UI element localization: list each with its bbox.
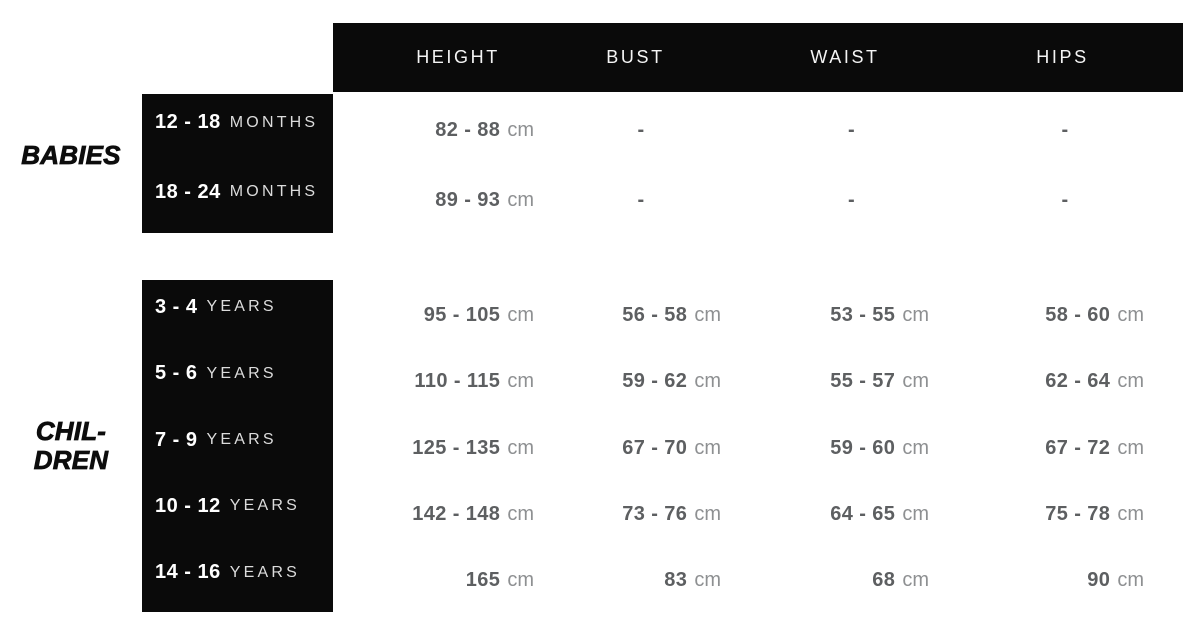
cell-value: 83 [664,569,688,592]
size-range: 10 - 12 [155,494,221,517]
cell-height [333,415,545,481]
cell-unit: cm [694,370,721,393]
cell-value: - [1061,188,1069,211]
size-unit: YEARS [206,298,277,316]
category-label-children [0,280,142,612]
cell-waist [758,481,970,547]
cell-value: - [637,119,645,142]
table-row [333,479,1183,545]
children-data [333,280,1183,612]
table-row [333,280,1183,346]
section-babies [0,94,1183,233]
cell-unit: cm [507,188,534,211]
size-unit: YEARS [229,497,301,515]
cell-value: 64 - 65 [830,502,896,525]
size-label-12-18-months [142,88,333,158]
cell-unit: cm [1117,569,1144,592]
size-label-3-4-years [142,274,333,340]
table-row [333,346,1183,412]
cell-value: 125 - 135 [412,436,501,459]
cell-bust [545,282,758,348]
cell-value: 67 - 70 [622,436,688,459]
cell-value: - [1061,119,1069,142]
cell-value: 89 - 93 [435,188,501,211]
cell-height [333,348,545,414]
size-label-10-12-years [142,473,333,539]
cell-hips [970,166,1183,236]
cell-waist [758,96,970,166]
table-row [333,546,1183,612]
cell-unit: cm [507,119,534,142]
size-range: 5 - 6 [155,362,198,385]
cell-unit: cm [694,303,721,326]
cell-bust [545,548,758,614]
cell-value: 142 - 148 [412,502,501,525]
cell-value: 55 - 57 [830,370,896,393]
cell-hips [970,481,1183,547]
size-range: 7 - 9 [155,428,198,451]
category-line: CHIL- [35,415,107,446]
column-header-hips: HIPS [1036,47,1089,67]
cell-value: 58 - 60 [1045,303,1111,326]
cell-value: 68 [872,569,896,592]
cell-waist [758,166,970,236]
cell-height [333,282,545,348]
cell-bust [545,166,758,236]
cell-value: - [847,188,856,211]
cell-value: 95 - 105 [423,303,501,326]
size-unit: YEARS [206,431,277,449]
size-range: 18 - 24 [155,180,221,203]
size-label-14-16-years [142,540,333,606]
cell-value: 82 - 88 [435,119,501,142]
size-label-18-24-months [142,158,333,228]
cell-unit: cm [902,370,929,393]
cell-bust [545,96,758,166]
cell-value: 59 - 60 [830,436,896,459]
size-label-7-9-years [142,407,333,473]
cell-unit: cm [694,502,721,525]
cell-value: 67 - 72 [1045,436,1111,459]
cell-hips [970,282,1183,348]
cell-height [333,166,545,236]
cell-unit: cm [507,370,534,393]
column-header-bust: BUST [606,47,665,67]
cell-unit: cm [902,436,929,459]
children-size-box [142,280,333,612]
size-unit: YEARS [229,563,301,581]
size-range: 3 - 4 [155,295,198,318]
size-range: 14 - 16 [155,561,221,584]
cell-hips [970,348,1183,414]
cell-unit: cm [902,502,929,525]
size-range: 12 - 18 [155,111,221,134]
cell-value: 75 - 78 [1045,502,1111,525]
babies-size-box [142,94,333,233]
category-line: BABIES [21,139,121,170]
cell-unit: cm [507,303,534,326]
cell-unit: cm [902,569,929,592]
size-unit: MONTHS [229,183,319,201]
column-header-height: HEIGHT [416,47,500,67]
cell-height [333,481,545,547]
cell-hips [970,96,1183,166]
category-label-babies [0,94,142,233]
cell-unit: cm [694,436,721,459]
section-children [0,280,1183,612]
size-unit: MONTHS [229,113,319,131]
cell-unit: cm [1117,502,1144,525]
cell-value: - [847,119,856,142]
cell-unit: cm [1117,303,1144,326]
cell-unit: cm [694,569,721,592]
cell-height [333,548,545,614]
cell-value: 90 [1087,569,1111,592]
cell-unit: cm [902,303,929,326]
cell-value: 56 - 58 [622,303,688,326]
cell-height [333,96,545,166]
cell-bust [545,415,758,481]
cell-value: 73 - 76 [622,502,688,525]
table-row [333,94,1183,164]
cell-waist [758,415,970,481]
cell-value: 165 [465,569,501,592]
babies-data [333,94,1183,233]
column-header-waist: WAIST [810,47,880,67]
table-row [333,164,1183,234]
cell-unit: cm [507,436,534,459]
cell-unit: cm [1117,370,1144,393]
column-header-bar [333,23,1183,92]
cell-waist [758,282,970,348]
size-label-5-6-years [142,340,333,406]
cell-value: 59 - 62 [622,370,688,393]
size-unit: YEARS [206,364,277,382]
cell-bust [545,481,758,547]
cell-waist [758,348,970,414]
cell-hips [970,548,1183,614]
cell-value: - [637,188,645,211]
table-row [333,413,1183,479]
cell-value: 62 - 64 [1045,370,1111,393]
cell-value: 110 - 115 [414,370,501,393]
cell-unit: cm [1117,436,1144,459]
category-line: DREN [33,445,109,475]
cell-unit: cm [507,569,534,592]
cell-waist [758,548,970,614]
cell-unit: cm [507,502,534,525]
cell-hips [970,415,1183,481]
cell-bust [545,348,758,414]
cell-value: 53 - 55 [830,303,896,326]
